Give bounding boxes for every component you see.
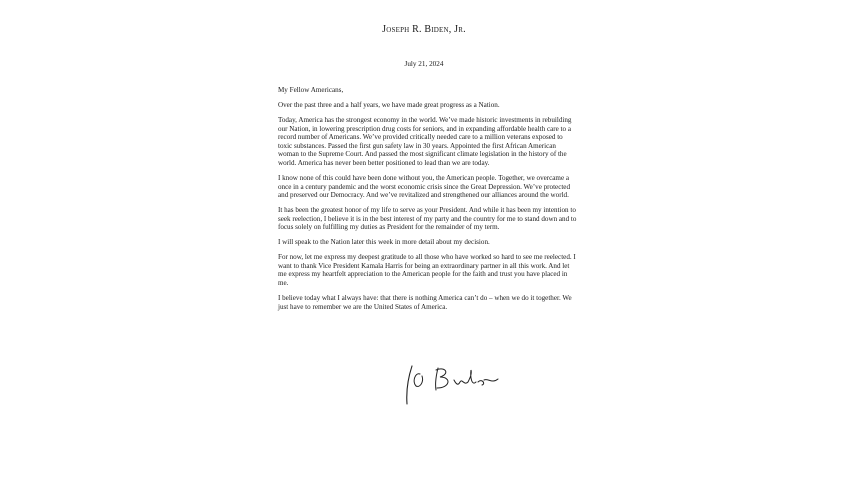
handwritten-signature [398, 360, 508, 410]
paragraph-3: I know none of this could have been done without you, the American people. Together, we overcame a once in a century pandemic and the worst economic crisis since the Great Depression. We’ve protected and preserved our Democracy. And we’ve revitalized and strengthened our alliances around the world. [278, 173, 571, 200]
paragraph-7: I believe today what I always have: that there is nothing America can’t do – when we do it together. We just have to remember we are the United States of America. [278, 294, 572, 311]
letter-date: July 21, 2024 [404, 60, 444, 68]
paragraph-1: Over the past three and a half years, we have made great progress as a Nation. [278, 100, 500, 109]
paragraph-5: I will speak to the Nation later this week in more detail about my decision. [278, 238, 490, 247]
salutation: My Fellow Americans, [278, 86, 344, 94]
paragraph-4: It has been the greatest honor of my life to serve as your President. And while it has been my intention to seek reelection, I believe it is in the best interest of my party and the country for me to stand down and to focus solely on fulfilling my duties as President for the remainder of my term. [278, 206, 577, 232]
paragraph-2: Today, America has the strongest economy in the world. We’ve made historic investments in rebuilding our Nation, in lowering prescription drug costs for seniors, and in expanding affordable health care to a record number of Americans. We’ve provided critically needed care to a million veterans exposed to toxic substances. Passed the first gun safety law in 30 years. Appointed the first African American woman to the Supreme Court. And passed the most significant climate legislation in the history of the world. America has never been better positioned to lead than we are today. [278, 115, 572, 167]
letter-body [278, 86, 578, 318]
letterhead-name: Joseph R. Biden, Jr. [382, 24, 466, 35]
paragraph-6: For now, let me express my deepest gratitude to all those who have worked so hard to see me reelected. I want to thank Vice President Kamala Harris for being an extraordinary partner in all this work. And let me express my heartfelt appreciation to the American people for the faith and trust you have placed in me. [278, 253, 576, 288]
